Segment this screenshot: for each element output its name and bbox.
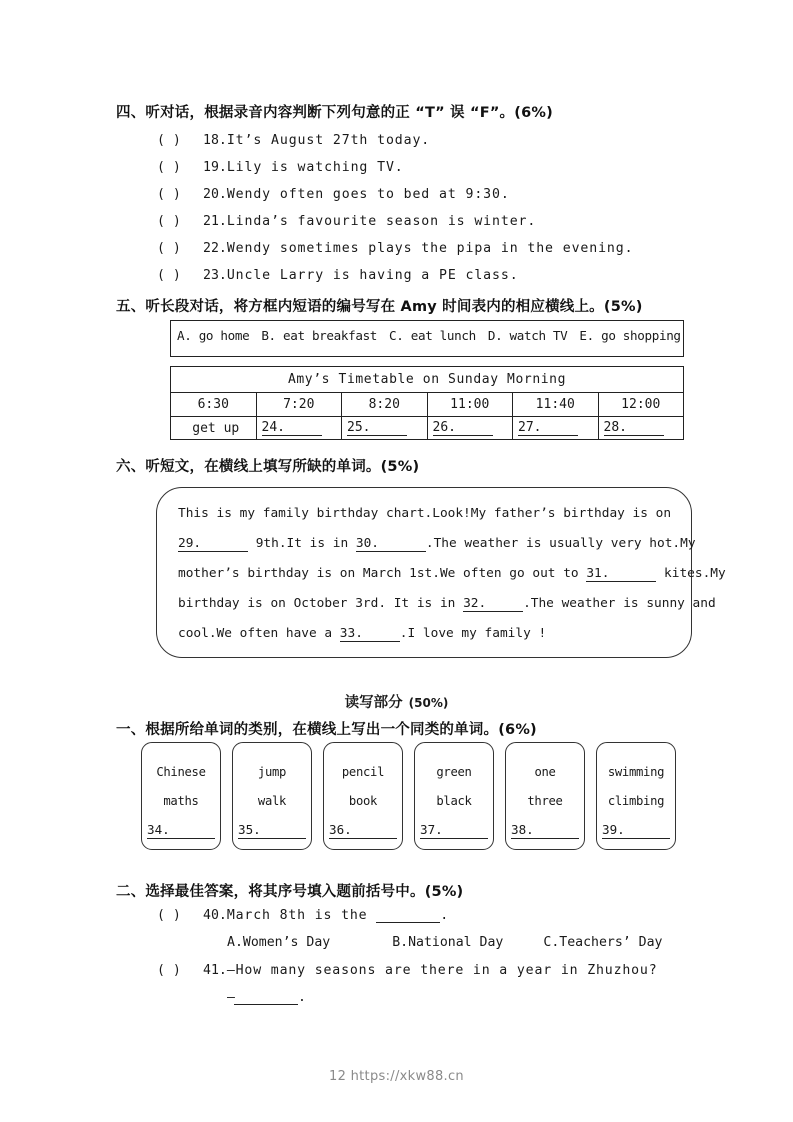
answer-blank-25[interactable]: 25. — [347, 421, 407, 436]
timetable-time-row — [171, 393, 684, 417]
word-card[interactable] — [596, 742, 676, 850]
question-text: Wendy often goes to bed at 9:30. — [226, 187, 510, 202]
question-number: 40. — [203, 908, 227, 923]
passage-text: kites.My — [656, 566, 726, 581]
word-line-2: walk — [257, 794, 287, 808]
phrase-option-c: C. eat lunch — [389, 328, 476, 343]
passage-text: This is my family birthday chart.Look!My father’s birthday is on — [178, 506, 672, 521]
question-number: 21. — [203, 214, 227, 229]
question-text: March 8th is the — [226, 908, 377, 923]
timetable-answer-cell[interactable] — [598, 417, 684, 440]
timetable-answer-cell[interactable] — [513, 417, 599, 440]
word-line-1: jump — [257, 765, 287, 779]
question-text: Uncle Larry is having a PE class. — [226, 268, 519, 283]
mc-question-41 — [157, 963, 658, 978]
question-text: —How many seasons are there in a year in Zhuzhou? — [226, 963, 658, 978]
mc-answer-line-41 — [227, 990, 306, 1005]
answer-parenthesis[interactable]: ( ) — [157, 214, 181, 229]
answer-parenthesis[interactable]: ( ) — [157, 133, 181, 148]
mc-option-c[interactable]: C.Teachers’ Day — [543, 935, 663, 950]
answer-blank-41[interactable] — [234, 991, 298, 1005]
answer-parenthesis[interactable]: ( ) — [157, 160, 181, 175]
question-period: . — [297, 990, 306, 1005]
timetable-activity-cell: get up — [171, 417, 257, 440]
timetable-answer-cell[interactable] — [342, 417, 428, 440]
word-line-1: swimming — [607, 765, 665, 779]
phrase-options-box — [170, 320, 684, 357]
word-line-2: book — [348, 794, 378, 808]
phrase-option-e: E. go shopping — [579, 328, 681, 343]
answer-parenthesis[interactable]: ( ) — [157, 241, 181, 256]
part-title-reading-writing — [0, 691, 793, 712]
answer-blank-40[interactable] — [376, 909, 440, 923]
timetable-time-cell: 12:00 — [598, 393, 684, 417]
question-text: Linda’s favourite season is winter. — [226, 214, 537, 229]
question-number: 20. — [203, 187, 227, 202]
tf-question-20 — [157, 185, 510, 203]
dash-mark: — — [227, 990, 234, 1005]
question-text: Wendy sometimes plays the pipa in the evening. — [226, 241, 634, 256]
timetable-time-cell: 8:20 — [342, 393, 428, 417]
tf-question-21 — [157, 212, 536, 230]
question-text: Lily is watching TV. — [226, 160, 404, 175]
word-line-1: Chinese — [156, 765, 206, 779]
word-category-cards — [141, 742, 686, 850]
answer-parenthesis[interactable]: ( ) — [157, 963, 181, 978]
question-number: 41. — [203, 963, 227, 978]
answer-blank-32[interactable]: 32. — [463, 598, 523, 612]
question-number: 18. — [203, 133, 227, 148]
answer-blank-24[interactable]: 24. — [262, 421, 322, 436]
word-card[interactable] — [323, 742, 403, 850]
word-line-1: green — [436, 765, 472, 779]
question-text: It’s August 27th today. — [226, 133, 431, 148]
passage-text: mother’s birthday is on March 1st.We often go out to — [178, 566, 587, 581]
passage-text: .The weather is sunny and — [523, 596, 716, 611]
word-line-2: climbing — [607, 794, 665, 808]
passage-text: 9th.It is in — [248, 536, 356, 551]
timetable-title-row — [171, 367, 684, 393]
section-5-heading: 五、听长段对话，将方框内短语的编号写在 Amy 时间表内的相应横线上。(5%) — [116, 299, 643, 315]
timetable-time-cell: 11:00 — [427, 393, 513, 417]
answer-blank-28[interactable]: 28. — [604, 421, 664, 436]
passage-line-5 — [178, 626, 546, 642]
question-number: 23. — [203, 268, 227, 283]
timetable-time-cell: 11:40 — [513, 393, 599, 417]
rw-section-1-heading: 一、根据所给单词的类别，在横线上写出一个同类的单词。(6%) — [116, 722, 537, 738]
tf-question-19 — [157, 158, 404, 176]
passage-text: cool.We often have a — [178, 626, 340, 641]
passage-line-2 — [178, 536, 696, 552]
word-line-2: three — [527, 794, 563, 808]
passage-text: .I love my family ! — [399, 626, 547, 641]
tf-question-18 — [157, 131, 430, 149]
answer-blank-29[interactable]: 29. — [178, 538, 248, 552]
mc-question-40 — [157, 908, 448, 923]
answer-blank-35[interactable]: 35. — [238, 822, 306, 839]
question-period: . — [440, 908, 449, 923]
word-line-2: black — [436, 794, 472, 808]
answer-blank-36[interactable]: 36. — [329, 822, 397, 839]
phrase-options-list — [171, 328, 683, 343]
timetable-time-cell: 7:20 — [256, 393, 342, 417]
word-card[interactable] — [232, 742, 312, 850]
word-card[interactable] — [505, 742, 585, 850]
answer-blank-31[interactable]: 31. — [586, 568, 656, 582]
phrase-option-b: B. eat breakfast — [261, 328, 378, 343]
answer-parenthesis[interactable]: ( ) — [157, 187, 181, 202]
passage-box — [156, 487, 726, 658]
question-number: 19. — [203, 160, 227, 175]
part-title-score: (50%) — [408, 696, 449, 710]
section-6-heading: 六、听短文，在横线上填写所缺的单词。(5%) — [116, 459, 420, 475]
timetable-answer-cell[interactable] — [427, 417, 513, 440]
answer-blank-30[interactable]: 30. — [356, 538, 426, 552]
answer-blank-38[interactable]: 38. — [511, 822, 579, 839]
mc-options-40 — [227, 935, 662, 950]
rw-section-2-heading: 二、选择最佳答案，将其序号填入题前括号中。(5%) — [116, 884, 464, 900]
passage-line-4 — [178, 596, 716, 612]
page-footer-watermark: 12 https://xkw88.cn — [329, 1069, 464, 1084]
passage-text: birthday is on October 3rd. It is in — [178, 596, 464, 611]
answer-blank-27[interactable]: 27. — [518, 421, 578, 436]
answer-blank-37[interactable]: 37. — [420, 822, 488, 839]
amy-timetable — [170, 366, 684, 440]
answer-parenthesis[interactable]: ( ) — [157, 268, 181, 283]
word-card[interactable] — [414, 742, 494, 850]
timetable-answer-row — [171, 417, 684, 440]
passage-line-1 — [178, 506, 671, 521]
question-number: 22. — [203, 241, 227, 256]
passage-text: .The weather is usually very hot.My — [425, 536, 696, 551]
section-4-heading: 四、听对话，根据录音内容判断下列句意的正 “T” 误 “F”。(6%) — [116, 105, 553, 121]
phrase-option-a: A. go home — [177, 328, 250, 343]
word-line-1: pencil — [341, 765, 385, 779]
mc-option-b[interactable]: B.National Day — [392, 935, 504, 950]
word-card[interactable] — [141, 742, 221, 850]
tf-question-23 — [157, 266, 519, 284]
answer-blank-39[interactable]: 39. — [602, 822, 670, 839]
timetable-answer-cell[interactable] — [256, 417, 342, 440]
timetable-time-cell: 6:30 — [171, 393, 257, 417]
tf-question-22 — [157, 239, 633, 257]
answer-blank-34[interactable]: 34. — [147, 822, 215, 839]
phrase-option-d: D. watch TV — [487, 328, 568, 343]
answer-parenthesis[interactable]: ( ) — [157, 908, 181, 923]
timetable-title: Amy’s Timetable on Sunday Morning — [171, 367, 684, 393]
mc-option-a[interactable]: A.Women’s Day — [227, 935, 331, 950]
word-line-2: maths — [163, 794, 199, 808]
part-title-text: 读写部分 — [344, 695, 403, 711]
passage-line-3 — [178, 566, 726, 582]
word-line-1: one — [534, 765, 556, 779]
answer-blank-26[interactable]: 26. — [433, 421, 493, 436]
answer-blank-33[interactable]: 33. — [340, 628, 400, 642]
